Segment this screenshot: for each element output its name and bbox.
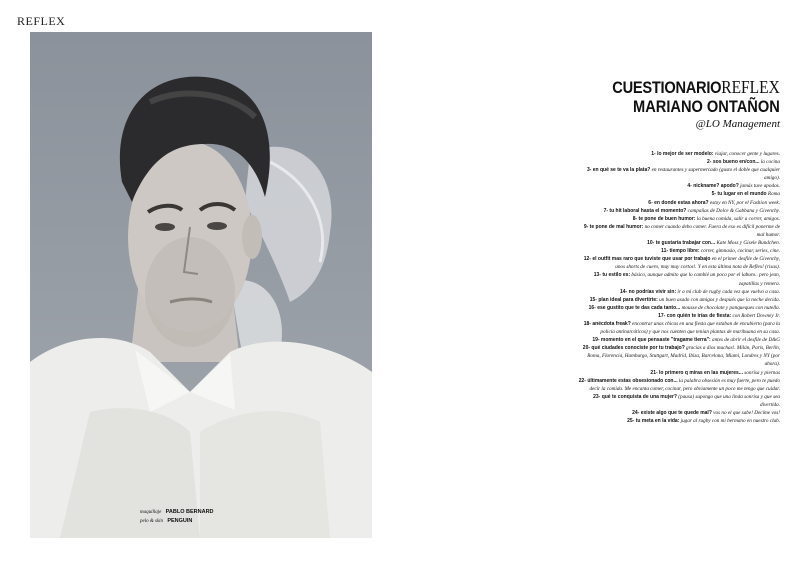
- answer-text: jugar al rugby con mi hermano en nuestro club.: [680, 418, 780, 425]
- answer-text: jamás tuve apodos.: [740, 183, 780, 190]
- question-text: 20- qué ciudades conociste por tu trabajo?: [582, 345, 685, 352]
- question-text: 9- te pone de mal humor:: [583, 223, 644, 230]
- answer-text: (pausa) supongo que una linda sonrisa y que sea divertida.: [678, 393, 780, 408]
- question-text: 3- en qué se te va la plata?: [586, 167, 651, 174]
- qa-item: [575, 288, 780, 296]
- magazine-brand: REFLEX: [17, 14, 66, 28]
- title-main: CUESTIONARIO: [612, 78, 722, 97]
- article-title: [585, 78, 780, 131]
- answer-text: básico, aunque admito que lo cambié un poco por el laburo.. pero jean, zapatillas y remera.: [631, 272, 780, 287]
- qa-item: [575, 409, 780, 417]
- qa-item: [575, 150, 780, 158]
- answer-text: correr, gimnasio, cocinar, series, cine.: [700, 248, 780, 255]
- answer-text: vos no el que sabe! Decíme vos!: [713, 410, 780, 416]
- question-text: 23- qué te conquista de una mujer?: [593, 393, 677, 400]
- answer-text: estoy en NY, por el Fashion week.: [709, 199, 780, 206]
- question-text: 17- con quién te irías de fiesta:: [658, 312, 732, 319]
- qa-item: [575, 369, 780, 377]
- credit-value: PENGUIN: [167, 518, 193, 524]
- credit-hair: [140, 517, 214, 526]
- question-text: 1- lo mejor de ser modelo:: [651, 151, 714, 157]
- qa-item: [575, 377, 780, 393]
- qa-item: [575, 417, 780, 425]
- credit-makeup: [140, 508, 214, 517]
- answer-text: la palabra obsesión es muy fuerte, pero te puedo decir la comida. Me encanta comer, cocinar, pero obviamente un poco me tengo que cuidar.: [589, 377, 780, 392]
- answer-text: no comer cuando debo comer. Fuera de eso es difícil ponerme de mal humor.: [644, 223, 780, 238]
- photo-credits: [140, 508, 214, 526]
- qa-item: [575, 215, 780, 223]
- question-text: 5- tu lugar en el mundo: [711, 191, 767, 198]
- question-text: 10- te gustaría trabajar con...: [647, 240, 716, 247]
- portrait-photo: [30, 32, 372, 538]
- question-text: 25- tu meta en la vida:: [627, 418, 680, 425]
- answer-text: gracias a dios muchas!. Milán, París, Berlín, Roma, Florencia, Hamburgo, Stuttgart, Madrid, Ibiza, Barcelona, Miami, Londres y NY (por ahora).: [587, 345, 780, 368]
- question-text: 11- tiempo libre:: [661, 248, 700, 255]
- answer-text: encontrar unas chicas en una fiesta que estaban de encubierto (para la policía antinarcóticos) y que nos cuenten que tenían plantas de marihuana en su casa.: [600, 320, 780, 336]
- question-text: 8- te pone de buen humor:: [632, 215, 696, 222]
- qa-item: [575, 320, 780, 336]
- qa-item: [575, 239, 780, 247]
- answer-text: un buen asado con amigos y después que la noche decida.: [659, 296, 780, 303]
- question-text: 12- el outfit mas raro que tuviste que usar por trabajo: [583, 256, 711, 263]
- answer-text: en restaurantes y supermercado (gusto el doble que cualquier amigo).: [651, 167, 780, 182]
- credit-label: maquillaje: [140, 510, 162, 515]
- qa-item: [575, 223, 780, 239]
- question-text: 19- momento en el que pensaste "tragame tierra":: [592, 337, 711, 344]
- qa-item: [575, 182, 780, 190]
- question-text: 24- existe algo que te quede mal?: [632, 410, 712, 416]
- portrait-illustration: [30, 32, 372, 538]
- question-text: 2- sos bueno en/con...: [707, 159, 760, 166]
- title-line-1: [613, 78, 780, 97]
- qa-item: [575, 199, 780, 207]
- answer-text: la buena comida, salir a correr, amigos.: [696, 215, 780, 222]
- answer-text: en el primer desfile de Givenchy, unos shorts de cuero, muy muy cortos!. Y en esta última nota de Reflex! (risas).: [615, 256, 780, 271]
- questionnaire: [575, 150, 780, 425]
- question-text: 15- plan ideal para divertirte:: [589, 296, 658, 303]
- qa-item: [575, 304, 780, 312]
- title-brand: REFLEX: [721, 77, 780, 97]
- answer-text: mousse de chocolate y panqueques con nutella.: [681, 304, 780, 311]
- question-text: 7- tu hit laboral hasta el momento?: [603, 207, 687, 214]
- qa-item: [575, 312, 780, 320]
- qa-item: [575, 336, 780, 344]
- question-text: 18- anécdota freak?: [583, 320, 631, 327]
- question-text: 4- nickname? apodo?: [687, 183, 739, 190]
- agency-name: @LO Management: [695, 118, 780, 130]
- answer-text: Kate Moss y Gisele Bundchen.: [716, 240, 780, 247]
- question-text: 21- lo primero q miras en las mujeres...: [650, 369, 743, 376]
- answer-text: ir a mi club de rugby cada vez que vuelvo a casa.: [677, 288, 780, 295]
- model-name: MARIANO ONTAÑON: [633, 97, 780, 116]
- qa-item: [575, 158, 780, 166]
- qa-item: [575, 393, 780, 409]
- credit-value: PABLO BERNARD: [165, 509, 214, 515]
- qa-item: [575, 190, 780, 198]
- answer-text: antes de abrir el desfile de D&G: [711, 337, 780, 344]
- question-text: 13- tu estilo es:: [593, 272, 631, 279]
- answer-text: con Robert Downey Jr.: [732, 312, 780, 319]
- answer-text: sonrisa y piernas: [744, 369, 780, 376]
- answer-text: campañas de Dolce & Gabbana y Givenchy.: [687, 207, 780, 214]
- question-text: 16- ese gustito que te das cada tanto...: [588, 304, 681, 311]
- answer-text: Roma: [767, 191, 780, 198]
- qa-item: [575, 296, 780, 304]
- question-text: 6- en donde estas ahora?: [648, 199, 709, 206]
- answer-text: viajar, conocer gente y lugares.: [714, 151, 780, 157]
- qa-item: [575, 207, 780, 215]
- question-text: 22- últimamente estas obsesionado con...: [578, 377, 678, 384]
- qa-item: [575, 344, 780, 368]
- qa-item: [575, 271, 780, 287]
- question-text: 14- no podrías vivir sin:: [620, 288, 677, 295]
- qa-item: [575, 166, 780, 182]
- answer-text: la cocina: [760, 159, 780, 166]
- qa-item: [575, 255, 780, 271]
- qa-item: [575, 247, 780, 255]
- credit-label: pelo & skin: [140, 519, 164, 524]
